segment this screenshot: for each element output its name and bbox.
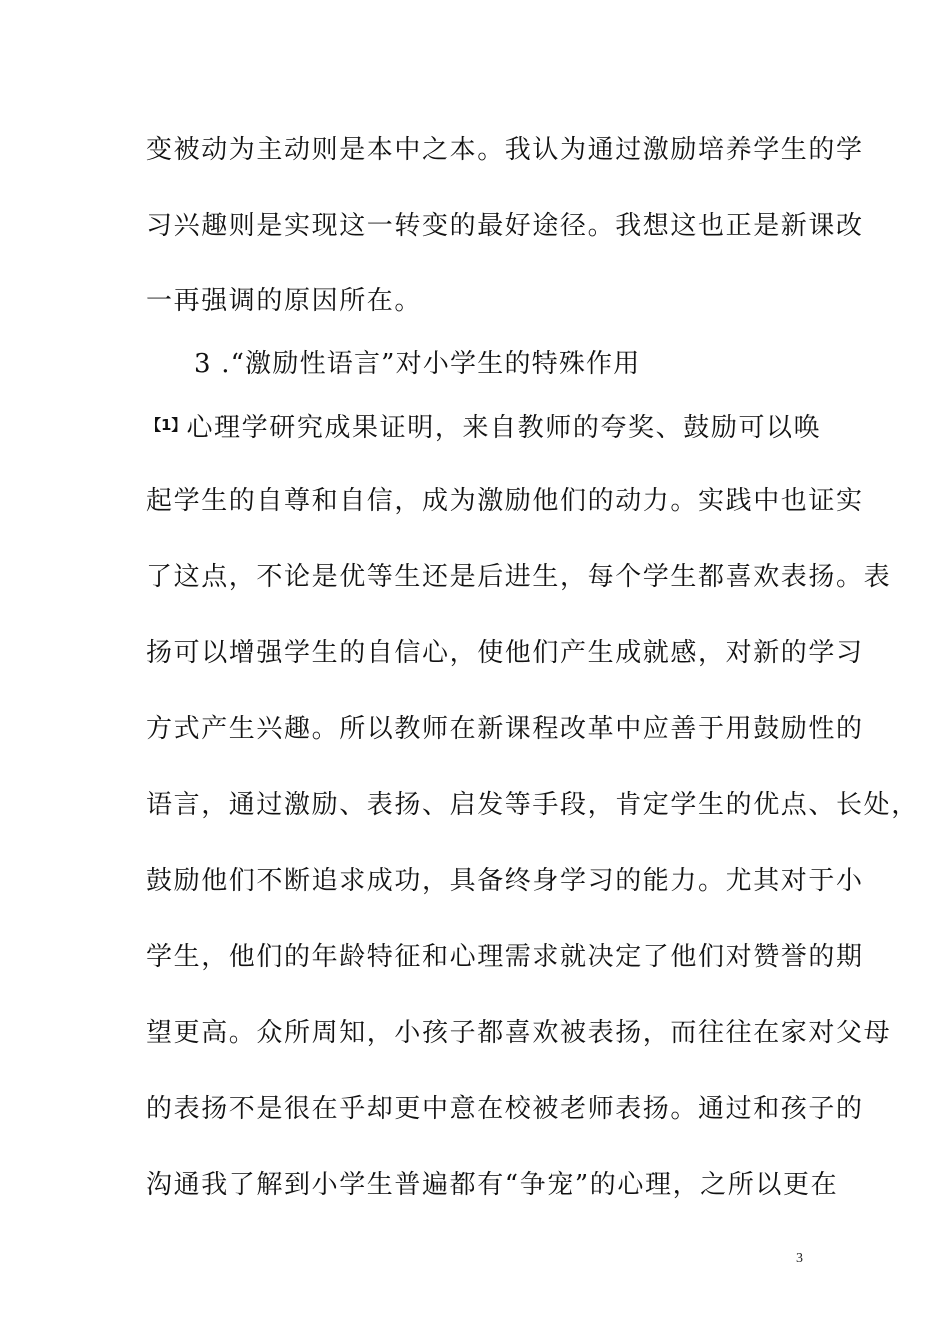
- paragraph-line-6: 鼓励他们不断追求成功，具备终身学习的能力。尤其对于小: [146, 866, 864, 896]
- paragraph-line-4: 方式产生兴趣。所以教师在新课程改革中应善于用鼓励性的: [146, 714, 864, 744]
- text-line-2: 习兴趣则是实现这一转变的最好途径。我想这也正是新课改: [146, 211, 864, 241]
- paragraph-line-10: 沟通我了解到小学生普遍都有“争宠”的心理，之所以更在: [146, 1170, 839, 1200]
- text-line-1: 变被动为主动则是本中之本。我认为通过激励培养学生的学: [146, 135, 864, 165]
- paragraph-line-8: 望更高。众所周知，小孩子都喜欢被表扬，而往往在家对父母: [146, 1018, 892, 1048]
- page-number: 3: [796, 1251, 803, 1266]
- citation-mark: 【1】: [146, 416, 187, 434]
- paragraph-first-line-text: 心理学研究成果证明，来自教师的夸奖、鼓励可以唤: [186, 413, 822, 443]
- text-line-3: 一再强调的原因所在。: [146, 286, 423, 316]
- paragraph-line-9: 的表扬不是很在乎却更中意在校被老师表扬。通过和孩子的: [146, 1094, 864, 1124]
- paragraph-line-2: 了这点，不论是优等生还是后进生，每个学生都喜欢表扬。表: [146, 562, 892, 592]
- paragraph-line-1: 起学生的自尊和自信，成为激励他们的动力。实践中也证实: [146, 486, 864, 516]
- paragraph-line-7: 学生，他们的年龄特征和心理需求就决定了他们对赞誉的期: [146, 942, 864, 972]
- section-heading: 3 .“激励性语言”对小学生的特殊作用: [194, 349, 641, 379]
- paragraph-line-3: 扬可以增强学生的自信心，使他们产生成就感，对新的学习: [146, 638, 864, 668]
- paragraph-line-5: 语言，通过激励、表扬、启发等手段，肯定学生的优点、长处，: [146, 790, 919, 820]
- paragraph-first-line: [146, 408, 822, 445]
